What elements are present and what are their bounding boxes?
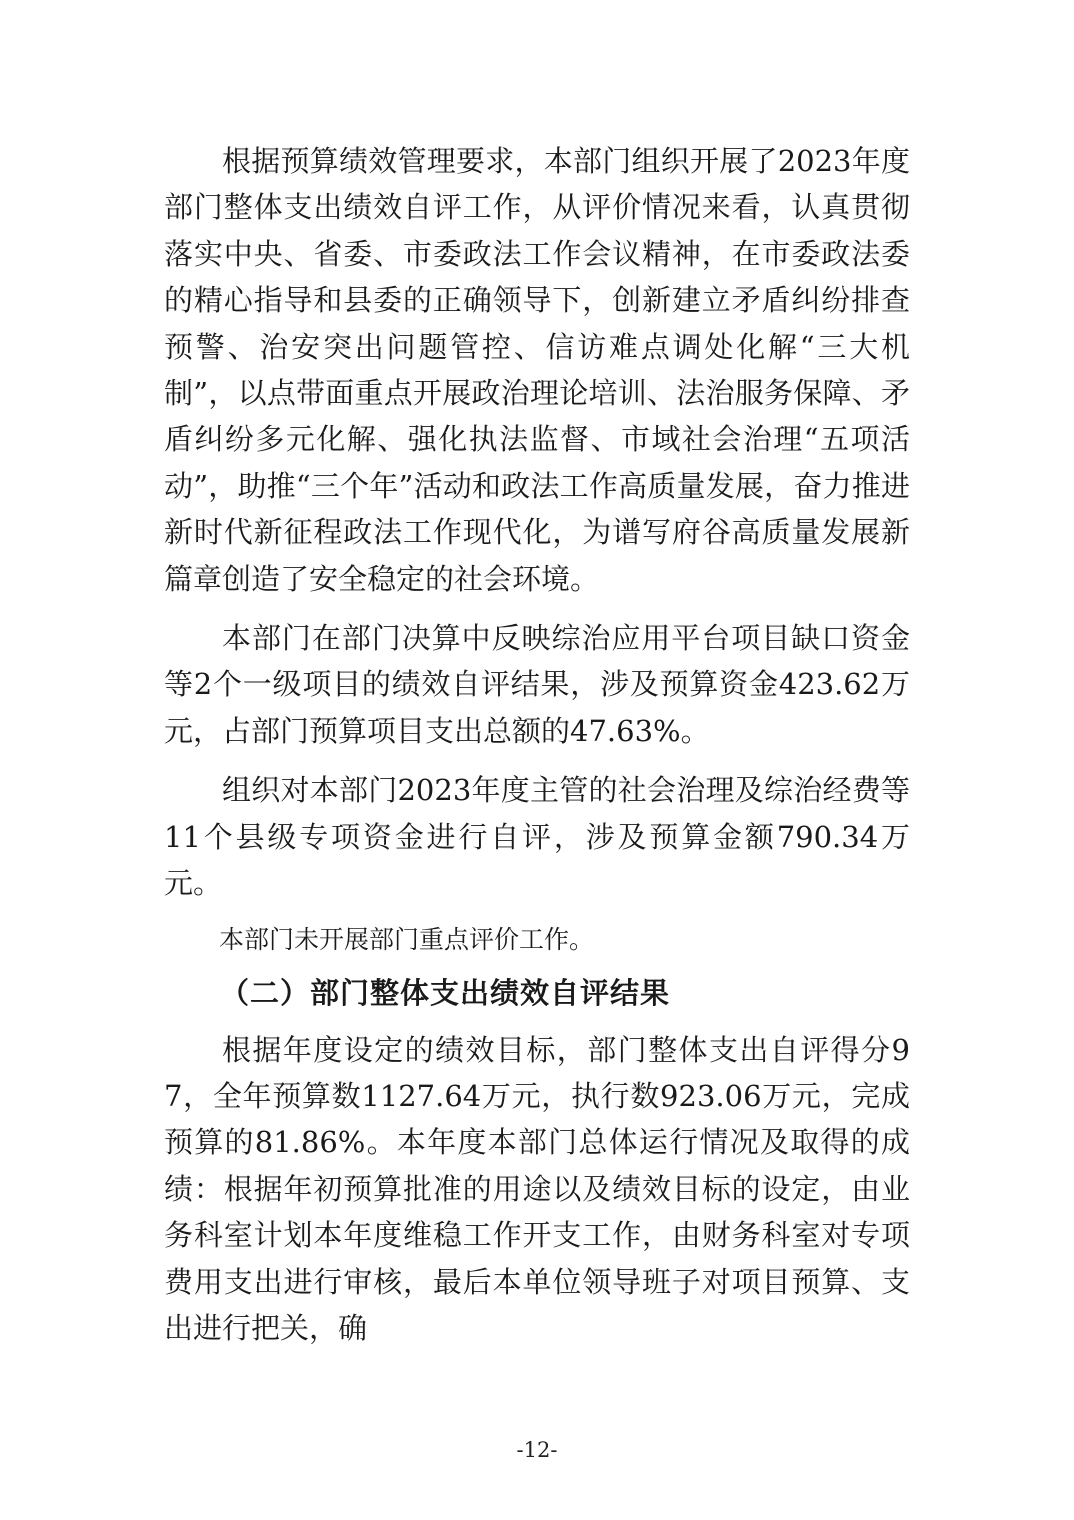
paragraph-special-funds: 组织对本部门2023年度主管的社会治理及综治经费等11个县级专项资金进行自评，涉及预算金额790.34万元。 [164,773,910,901]
paragraph-key-evaluation: 本部门未开展部门重点评价工作。 [219,924,595,954]
page-number: -12- [516,1438,558,1462]
paragraph-project-results: 本部门在部门决算中反映综治应用平台项目缺口资金等2个一级项目的绩效自评结果，涉及预算资金423.62万元，占部门预算项目支出总额的47.63%。 [164,621,910,748]
paragraph-self-evaluation-overview: 根据预算绩效管理要求，本部门组织开展了2023年度部门整体支出绩效自评工作，从评价情况来看，认真贯彻落实中央、省委、市委政法工作会议精神，在市委政法委的精心指导和县委的正确领导下，创新建立矛盾纠纷排查预警、治安突出问题管控、信访难点调处化解“三大机制”，以点带面重点开展政治理论培训、法治服务保障、矛盾纠纷多元化解、强化执法监督、市域社会治理“五项活动”，助推“三个年”活动和政法工作高质量发展，奋力推进新时代新征程政法工作现代化，为谱写府谷高质量发展新篇章创造了安全稳定的社会环境。 [164,144,910,596]
page-body [164,138,910,1351]
paragraph-overall-results: 根据年度设定的绩效目标，部门整体支出自评得分97，全年预算数1127.64万元，执行数923.06万元，完成预算的81.86%。本年度本部门总体运行情况及取得的成绩：根据年初预算批准的用途以及绩效目标的设定，由业务科室计划本年度维稳工作开支工作，由财务科室对专项费用支出进行审核，最后本单位领导班子对项目预算、支出进行把关，确 [164,1032,910,1345]
section-heading: （二）部门整体支出绩效自评结果 [220,975,671,1010]
